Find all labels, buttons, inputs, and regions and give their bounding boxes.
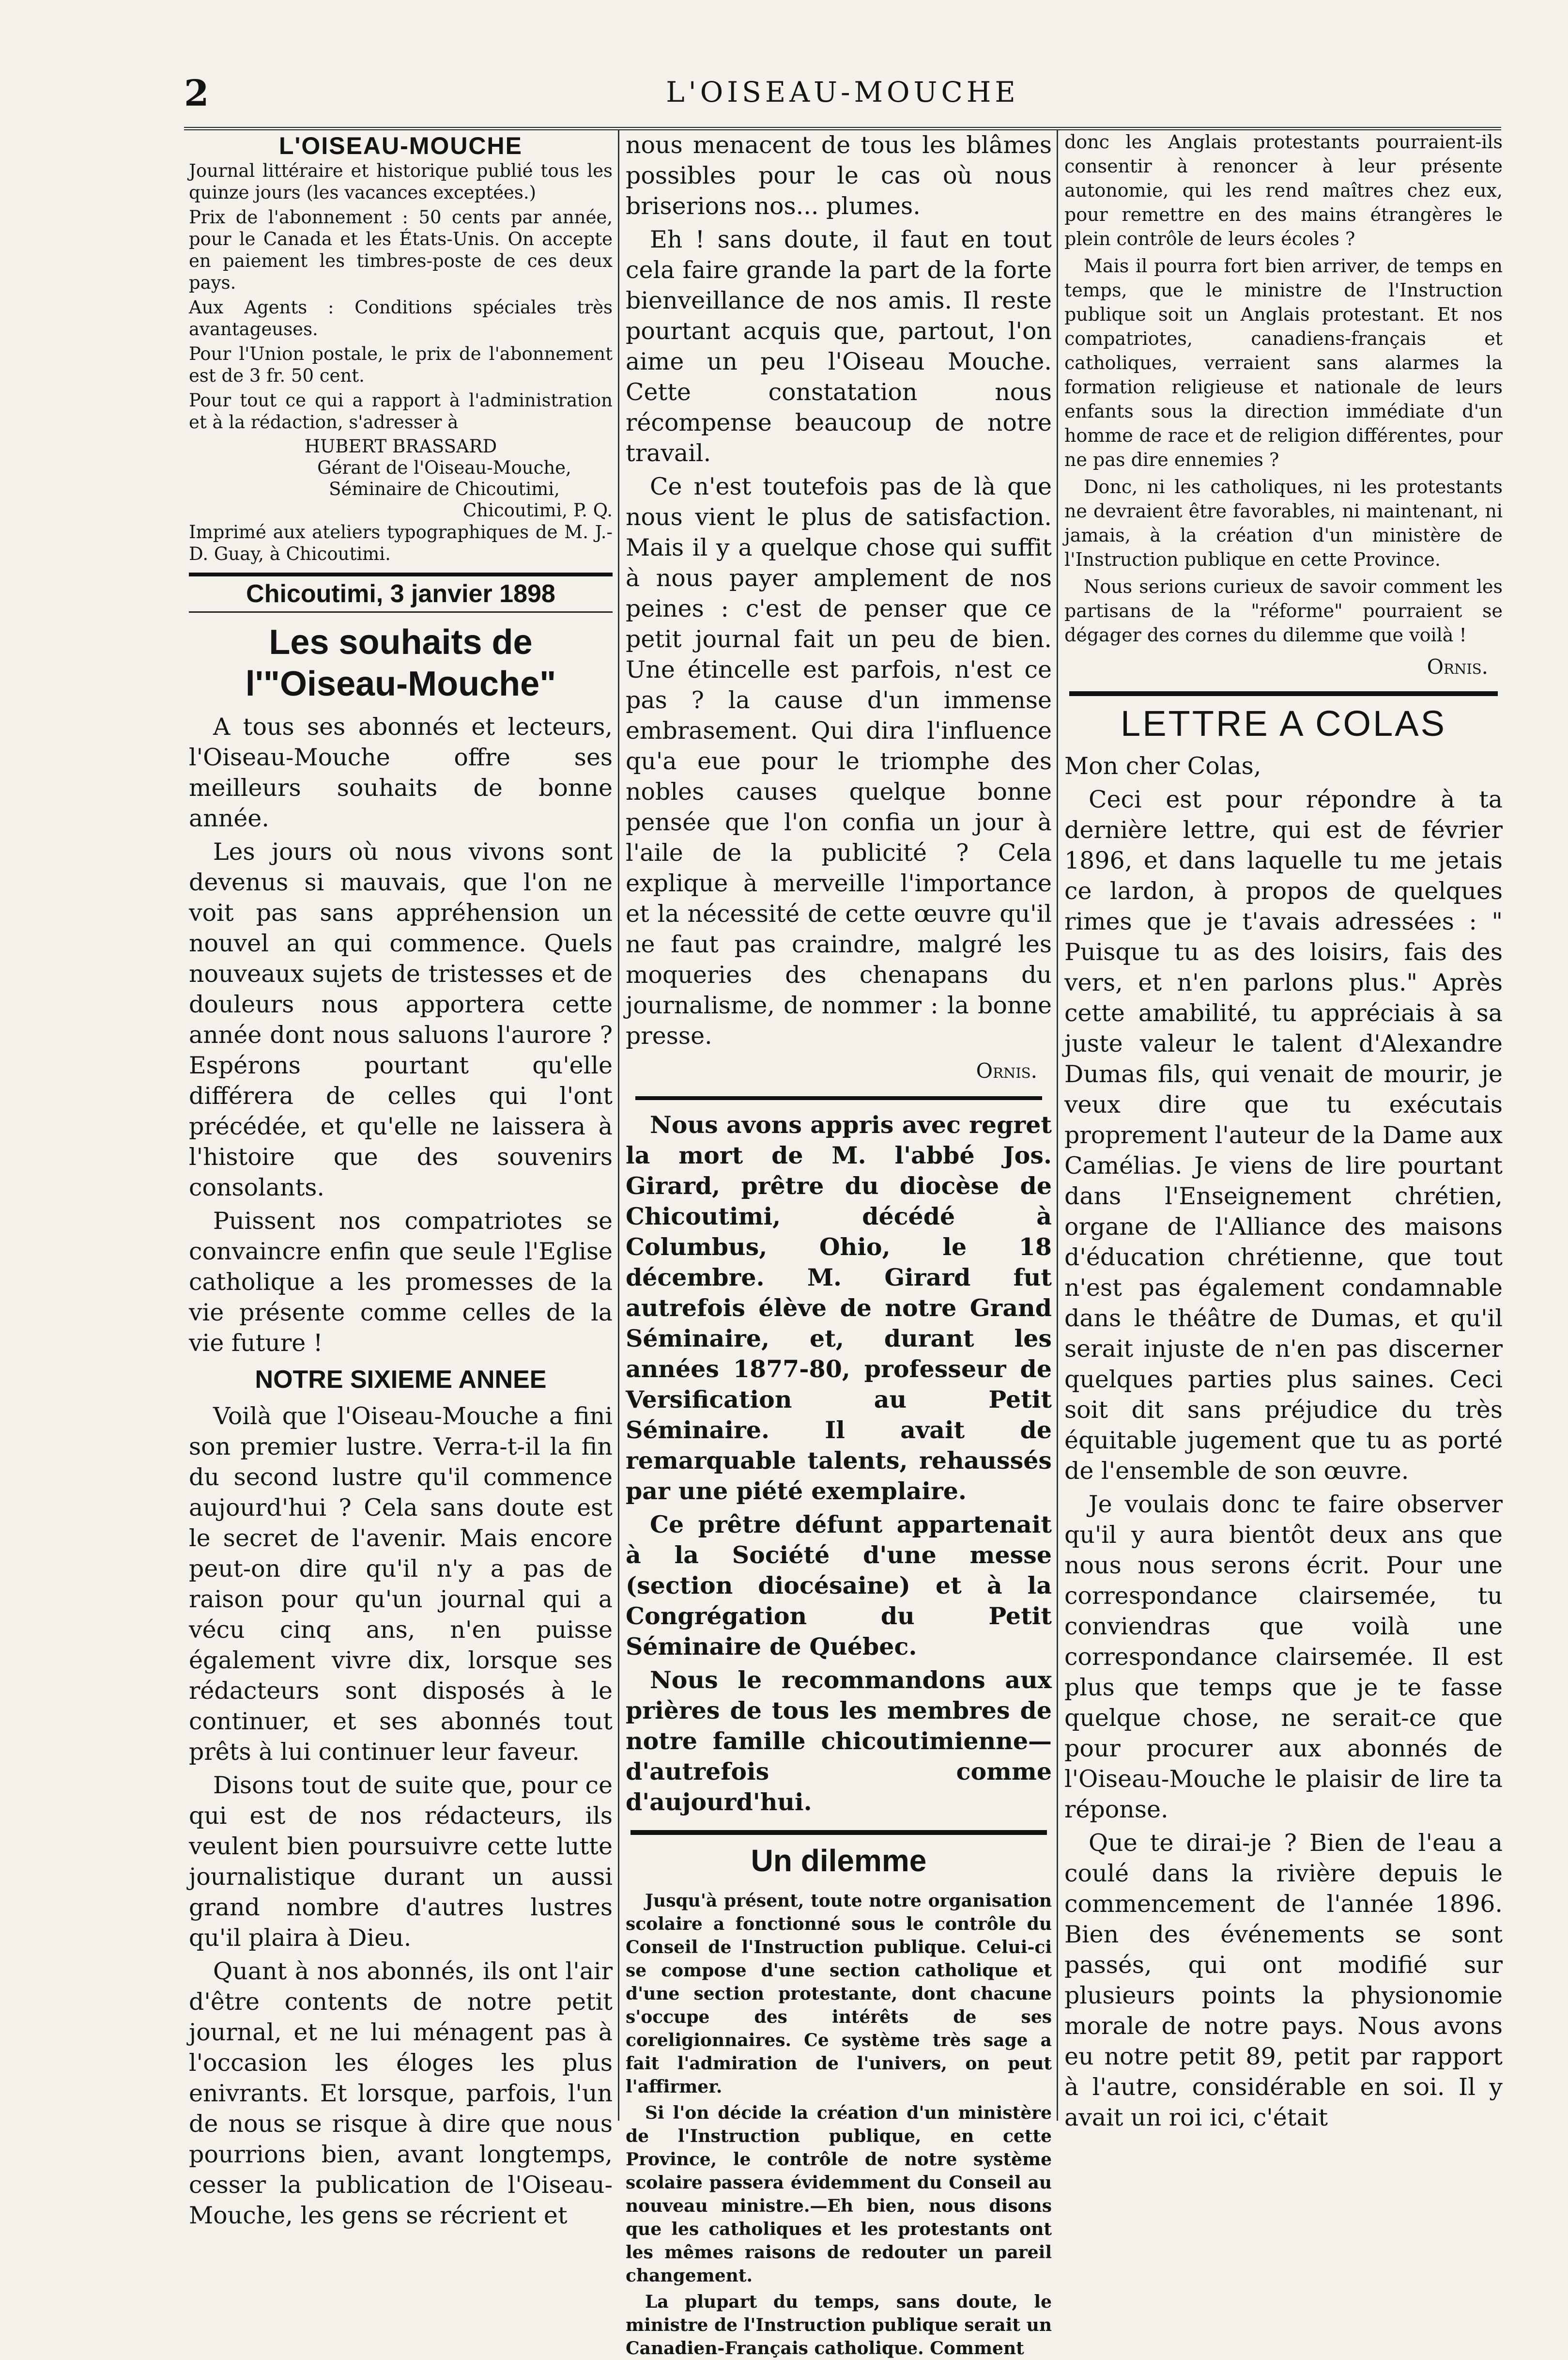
paragraph: Ceci est pour répondre à ta dernière lettre, qui est de février 1896, et dans laquelle tu me jetais ce lardon, à propos de quelques rimes que je t'avais adressées : " Puisque tu as des loisirs, fais des vers, et n'en parlons plus." Après cette amabilité, tu appréciais à sa juste valeur le talent d'Alexandre Dumas fils, qui venait de mourir, je veux dire que tu exécutais proprement l'auteur de la Dame aux Camélias. Je viens de lire pourtant dans l'Enseignement chrétien, organe de l'Alliance des maisons d'éducation chrétienne, que tout n'est pas également condamnable dans le théâtre de Dumas, et qu'il serait injuste de n'en pas discerner quelques parties plus saines. Ceci soit dit sans préjudice du très équitable jugement que tu as porté de l'ensemble de son œuvre. [1064, 786, 1503, 1485]
paragraph: Jusqu'à présent, toute notre organisation scolaire a fonctionné sous le contrôle du Conseil de l'Instruction publique. Celui-ci se compose d'une section catholique et d'une section protestante, dont chacune s'occupe des intérêts de ses coreligionnaires. Ce système très sage a fait l'admiration de l'univers, on peut l'affirmer. [626, 1891, 1052, 2097]
address-line: Séminaire de Chicoutimi, [329, 479, 560, 499]
dateline: Chicoutimi, 3 janvier 1898 [246, 580, 555, 608]
paragraph: Que te dirai-je ? Bien de l'eau a coulé dans la rivière depuis le commencement de l'année 1896. Bien des événements se sont passés, qui ont modifié sur plusieurs points la physionomie morale de notre pays. Nous avons eu notre petit 89, petit par rapport à l'autre, considérable en soi. Il y avait un roi ici, c'était [1064, 1829, 1503, 2131]
address-line: Gérant de l'Oiseau-Mouche, [317, 457, 571, 478]
paragraph: Eh ! sans doute, il faut en tout cela faire grande la part de la forte bienveillance de nos amis. Il reste pourtant acquis que, partout, l'on aime un peu l'Oiseau Mouche. Cette constatation nous récompense beaucoup de notre travail. [626, 226, 1052, 467]
paragraph: nous menacent de tous les blâmes possibles pour le cas où nous briserions nos... plumes. [626, 131, 1052, 220]
paragraph: Donc, ni les catholiques, ni les protestants ne devraient être favorables, ni maintenant, ni jamais, à la création d'un ministère de l'Instruction publique en cette Province. [1064, 476, 1503, 570]
article-body [626, 130, 1052, 1051]
colophon-text: Prix de l'abonnement : 50 cents par année, pour le Canada et les États-Unis. On accepte en paiement les timbres-poste de ces deux pays. [189, 207, 613, 293]
colophon-text: Aux Agents : Conditions spéciales très avantageuses. [189, 297, 613, 340]
colophon-text: Pour tout ce qui a rapport à l'administration et à la rédaction, s'adresser à [189, 390, 613, 433]
signature: Ornis. [976, 1059, 1037, 1083]
paragraph: Les jours où nous vivons sont devenus si mauvais, que l'on ne voit pas sans appréhension un nouvel an qui commence. Quels nouveaux sujets de tristesses et de douleurs nous apportera cette année dont nous saluons l'aurore ? Espérons pourtant qu'elle différera de celles qui l'ont précédée, et qu'elle ne laissera à l'histoire que des souvenirs consolants. [189, 838, 613, 1201]
colophon-text: Imprimé aux ateliers typographiques de M. J.-D. Guay, à Chicoutimi. [189, 522, 613, 564]
rule [189, 611, 613, 613]
column-2 [626, 130, 1052, 2359]
paragraph: Quant à nos abonnés, ils ont l'air d'être contents de notre petit journal, et ne lui ménagent pas à l'occasion les éloges les plus enivrants. Et lorsque, parfois, l'un de nous se risque à dire que nous pourrions bien, avant longtemps, cesser la publication de l'Oiseau-Mouche, les gens se récrient et [189, 1957, 613, 2229]
colophon-text: Journal littéraire et historique publié tous les quinze jours (les vacances exceptées.) [189, 160, 613, 203]
running-header [184, 73, 1501, 126]
paragraph: Nous le recommandons aux prières de tous les membres de notre famille chicoutimienne—d'autrefois comme d'aujourd'hui. [626, 1666, 1052, 1816]
salutation: Mon cher Colas, [1064, 752, 1261, 780]
paragraph: Nous avons appris avec regret la mort de M. l'abbé Jos. Girard, prêtre du diocèse de Chicoutimi, décédé à Columbus, Ohio, le 18 décembre. M. Girard fut autrefois élève de notre Grand Séminaire, et, durant les années 1877-80, professeur de Versification au Petit Séminaire. Il avait de remarquable talents, rehaussés par une piété exemplaire. [626, 1111, 1052, 1505]
paragraph: Ce n'est toutefois pas de là que nous vient le plus de satisfaction. Mais il y a quelque chose qui suffit à nous payer amplement de nos peines : c'est de penser que ce petit journal fait un peu de bien. Une étincelle est parfois, n'est ce pas ? la cause d'un immense embrasement. Qui dira l'influence qu'a eue pour le triomphe des nobles causes quelque bonne pensée que l'on confia un jour à l'aile de la publicité ? Cela explique à merveille l'importance et la nécessité de cette œuvre qu'il ne faut pas craindre, malgré les moqueries des chenapans du journalisme, de nommer : la bonne presse. [626, 473, 1052, 1050]
paragraph: Disons tout de suite que, pour ce qui est de nos rédacteurs, ils veulent bien poursuivre cette lutte journalistique durant un aussi grand nombre d'autres lustres qu'il plaira à Dieu. [189, 1771, 613, 1952]
rule [1069, 691, 1498, 696]
paragraph: donc les Anglais protestants pourraient-ils consentir à renoncer à leur présente autonomie, qui les rend maîtres chez eux, pour remettre en des mains étrangères le plein contrôle de leurs écoles ? [1064, 131, 1503, 249]
column-1 [189, 130, 613, 2229]
article-body [626, 1889, 1052, 2360]
article-body [189, 1401, 613, 2231]
article-body [189, 712, 613, 1358]
colophon-text: Pour l'Union postale, le prix de l'abonnement est de 3 fr. 50 cent. [189, 343, 613, 386]
paragraph: Je voulais donc te faire observer qu'il y aura bientôt deux ans que nous nous serons écrit. Pour une correspondance clairsemée, tu conviendras que voilà une correspondance clairsemée. Il est plus que temps que je te fasse quelque chose, ne serait-ce que pour procurer aux abonnés de l'Oiseau-Mouche le plaisir de lire ta réponse. [1064, 1491, 1503, 1823]
paragraph: La plupart du temps, sans doute, le ministre de l'Instruction publique serait un Canadien-Français catholique. Comment [626, 2292, 1052, 2359]
address-line: Chicoutimi, P. Q. [462, 500, 613, 521]
article-title: Les souhaits de l'"Oiseau-Mouche" [245, 623, 556, 703]
column-3 [1064, 130, 1503, 2131]
address-name: HUBERT BRASSARD [304, 436, 497, 457]
masthead: L'OISEAU-MOUCHE [666, 76, 1019, 109]
column-rule [1057, 130, 1058, 2121]
article-body [1064, 751, 1503, 2133]
colophon [189, 132, 613, 565]
rule [189, 573, 613, 576]
article-body [1064, 130, 1503, 647]
article-title: LETTRE A COLAS [1121, 703, 1446, 744]
article-title: NOTRE SIXIEME ANNEE [255, 1366, 547, 1394]
paragraph: Voilà que l'Oiseau-Mouche a fini son premier lustre. Verra-t-il la fin du second lustre qu'il commence aujourd'hui ? Cela sans doute est le secret de l'avenir. Mais encore peut-on dire qu'il n'y a pas de raison pour qu'un journal qui a vécu cinq ans, n'en puisse également vivre dix, lorsque ses rédacteurs sont disposés à le continuer, et ses abonnés tout prêts à lui continuer leur faveur. [189, 1402, 613, 1766]
obituary-notice [626, 1110, 1052, 1817]
paragraph: A tous ses abonnés et lecteurs, l'Oiseau-Mouche offre ses meilleurs souhaits de bonne année. [189, 713, 613, 832]
page-number: 2 [184, 73, 209, 114]
signature: Ornis. [1427, 655, 1488, 679]
colophon-title: L'OISEAU-MOUCHE [279, 132, 523, 159]
rule [635, 1096, 1042, 1100]
rule [630, 1830, 1047, 1835]
paragraph: Ce prêtre défunt appartenait à la Société d'une messe (section diocésaine) et à la Congrégation du Petit Séminaire de Québec. [626, 1510, 1052, 1661]
paragraph: Si l'on décide la création d'un ministère de l'Instruction publique, en cette Province, le contrôle de notre système scolaire passera évidemment du Conseil au nouveau ministre.—Eh bien, nous disons que les catholiques et les protestants ont les mêmes raisons de redouter un pareil changement. [626, 2103, 1052, 2286]
column-rule [618, 130, 619, 2121]
paragraph: Mais il pourra fort bien arriver, de temps en temps, que le ministre de l'Instruction publique soit un Anglais protestant. Et nos compatriotes, canadiens-français et catholiques, verraient sans alarmes la formation religieuse et nationale de leurs enfants sous la direction immédiate d'un homme de race et de religion différentes, pour ne pas dire ennemies ? [1064, 255, 1503, 470]
article-title: Un dilemme [751, 1843, 927, 1878]
paragraph: Nous serions curieux de savoir comment les partisans de la "réforme" pourraient se dégager des cornes du dilemme que voilà ! [1064, 576, 1503, 646]
paragraph: Puissent nos compatriotes se convaincre enfin que seule l'Eglise catholique a les promesses de la vie présente comme celles de la vie future ! [189, 1207, 613, 1357]
